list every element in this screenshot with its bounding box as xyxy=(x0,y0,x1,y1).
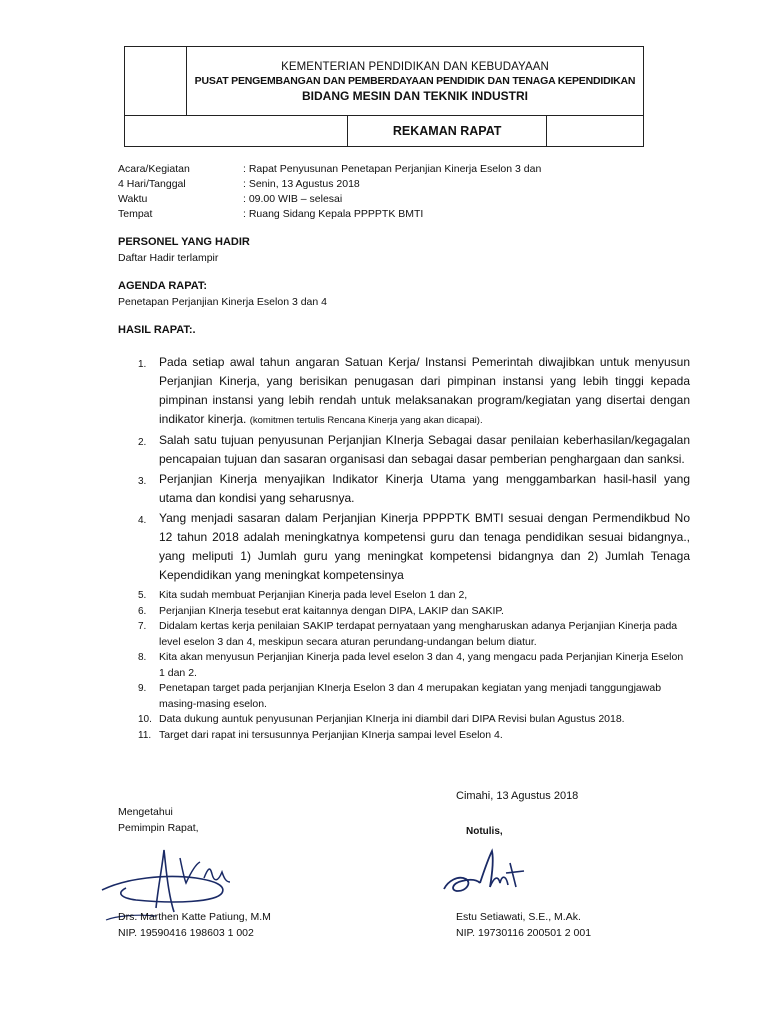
result-item-text: Kita akan menyusun Perjanjian Kinerja pada level eselon 3 dan 4, yang mengacu pada Perjanjian Kinerja Eselon 1 dan 2. xyxy=(159,651,684,679)
result-item-number: 6. xyxy=(138,605,147,617)
signatory-right xyxy=(456,909,591,941)
signatory-left-name: Drs. Marthen Katte Patiung, M.M xyxy=(118,911,271,923)
personel-heading: PERSONEL YANG HADIR xyxy=(118,236,250,248)
center-name: PUSAT PENGEMBANGAN DAN PEMBERDAYAAN PENDIDIK DAN TENAGA KEPENDIDIKAN xyxy=(194,74,636,87)
approver-role: Pemimpin Rapat, xyxy=(118,822,199,834)
result-item-number: 2. xyxy=(138,437,147,448)
result-item xyxy=(138,431,690,469)
division-name: BIDANG MESIN DAN TEKNIK INDUSTRI xyxy=(301,88,528,103)
result-item xyxy=(138,470,690,508)
blank-cell-left xyxy=(125,116,348,147)
result-item-text: Yang menjadi sasaran dalam Perjanjian Kinerja PPPPTK BMTI sesuai dengan Permendikbud No 12 tahun 2018 adalah meningkatnya kompetensi guru dan tenaga pendidikan sesuai bidangnya., yang meliputi 1) Jumlah guru yang meningkat kompetensi bidangnya dan 2) Jumlah Tenaga Kependidikan yang meningkat kompetensinya xyxy=(159,511,690,582)
result-item-number: 9. xyxy=(138,683,147,694)
result-item-number: 4. xyxy=(138,515,147,526)
result-item-text: Perjanjian Kinerja menyajikan Indikator Kinerja Utama yang menggambarkan hasil-hasil yang utama dan kondisi yang seharusnya. xyxy=(159,472,690,505)
meta-row xyxy=(118,207,643,222)
meeting-info xyxy=(118,162,643,222)
meta-row xyxy=(118,162,643,177)
meta-key: Acara/Kegiatan xyxy=(118,163,190,175)
result-item xyxy=(138,619,690,650)
meta-value: : Ruang Sidang Kepala PPPPTK BMTI xyxy=(243,208,424,220)
result-item-number: 7. xyxy=(138,621,147,632)
meta-value: : 09.00 WIB – selesai xyxy=(243,193,343,205)
approver-block xyxy=(118,804,199,836)
result-item xyxy=(138,353,690,430)
result-item xyxy=(138,681,690,712)
meta-value: : Senin, 13 Agustus 2018 xyxy=(243,178,360,190)
result-item-text: Kita sudah membuat Perjanjian Kinerja pada level Eselon 1 dan 2, xyxy=(159,589,468,601)
personel-text: Daftar Hadir terlampir xyxy=(118,252,219,264)
signatory-right-name: Estu Setiawati, S.E., M.Ak. xyxy=(456,911,581,923)
signatory-right-nip: NIP. 19730116 200501 2 001 xyxy=(456,927,592,939)
notulis-label: Notulis, xyxy=(466,826,503,837)
result-item xyxy=(138,509,690,585)
place-date: Cimahi, 13 Agustus 2018 xyxy=(456,790,579,802)
letterhead-org xyxy=(187,47,644,116)
result-item-text: Penetapan target pada perjanjian KInerja Eselon 3 dan 4 merupakan kegiatan yang menjadi tanggungjawab masing-masing eselon. xyxy=(159,682,662,710)
result-item-number: 11. xyxy=(138,729,152,741)
result-item-text: Target dari rapat ini tersusunnya Perjanjian KInerja sampai level Eselon 4. xyxy=(159,728,503,741)
result-item xyxy=(138,650,690,681)
signatory-left xyxy=(118,909,271,941)
meta-key: 4 Hari/Tanggal xyxy=(118,178,186,190)
meta-row xyxy=(118,177,643,192)
letterhead-table xyxy=(124,46,644,147)
result-item-text: Data dukung auntuk penyusunan Perjanjian KInerja ini diambil dari DIPA Revisi bulan Agustus 2018. xyxy=(159,713,625,725)
blank-cell-right xyxy=(547,116,644,147)
result-item xyxy=(138,588,690,604)
result-item xyxy=(138,604,690,620)
result-item-note: (komitmen tertulis Rencana Kinerja yang akan dicapai). xyxy=(249,415,483,426)
ministry-name: KEMENTERIAN PENDIDIKAN DAN KEBUDAYAAN xyxy=(281,60,549,73)
result-item-number: 10. xyxy=(138,714,152,725)
result-item-text: Didalam kertas kerja penilaian SAKIP terdapat pernyataan yang mengharuskan adanya Perjanjian Kinerja pada level eselon 3 dan 4, meskipun secara aturan perundang-undangan belum diatur. xyxy=(159,620,678,648)
result-item-number: 3. xyxy=(138,476,147,487)
meta-key: Tempat xyxy=(118,208,153,220)
meta-row xyxy=(118,192,643,207)
result-item-text: Salah satu tujuan penyusunan Perjanjian KInerja Sebagai dasar penilaian keberhasilan/kegagalan pencapaian tujuan dan sasaran organisasi dan sebagai dasar pemberian penghargaan dan sanksi. xyxy=(159,433,690,466)
meta-key: Waktu xyxy=(118,193,148,205)
meta-value: : Rapat Penyusunan Penetapan Perjanjian Kinerja Eselon 3 dan xyxy=(243,163,542,175)
agenda-heading: AGENDA RAPAT: xyxy=(118,280,208,292)
results-list xyxy=(138,353,690,743)
result-item-text: Perjanjian KInerja tesebut erat kaitannya dengan DIPA, LAKIP dan SAKIP. xyxy=(159,604,504,617)
result-item-number: 1. xyxy=(138,359,147,370)
document-title: REKAMAN RAPAT xyxy=(348,116,547,147)
approver-label: Mengetahui xyxy=(118,806,173,818)
signature-right-image xyxy=(436,845,536,905)
agenda-text: Penetapan Perjanjian Kinerja Eselon 3 dan 4 xyxy=(118,296,327,308)
logo-cell xyxy=(125,47,187,116)
signatory-left-nip: NIP. 19590416 198603 1 002 xyxy=(118,927,254,939)
result-item-text: Pada setiap awal tahun angaran Satuan Kerja/ Instansi Pemerintah diwajibkan untuk menyusun Perjanjian Kinerja, yang berisikan penugasan dari pimpinan instansi yang lebih tinggi kepada pimpinan instansi yang lebih rendah untuk melaksanakan program/kegiatan yang disertai dengan indikator kinerja. xyxy=(159,355,690,426)
result-item xyxy=(138,728,690,744)
result-item-number: 8. xyxy=(138,652,147,663)
result-item xyxy=(138,712,690,728)
hasil-heading: HASIL RAPAT:. xyxy=(118,324,196,336)
result-item-number: 5. xyxy=(138,590,147,601)
